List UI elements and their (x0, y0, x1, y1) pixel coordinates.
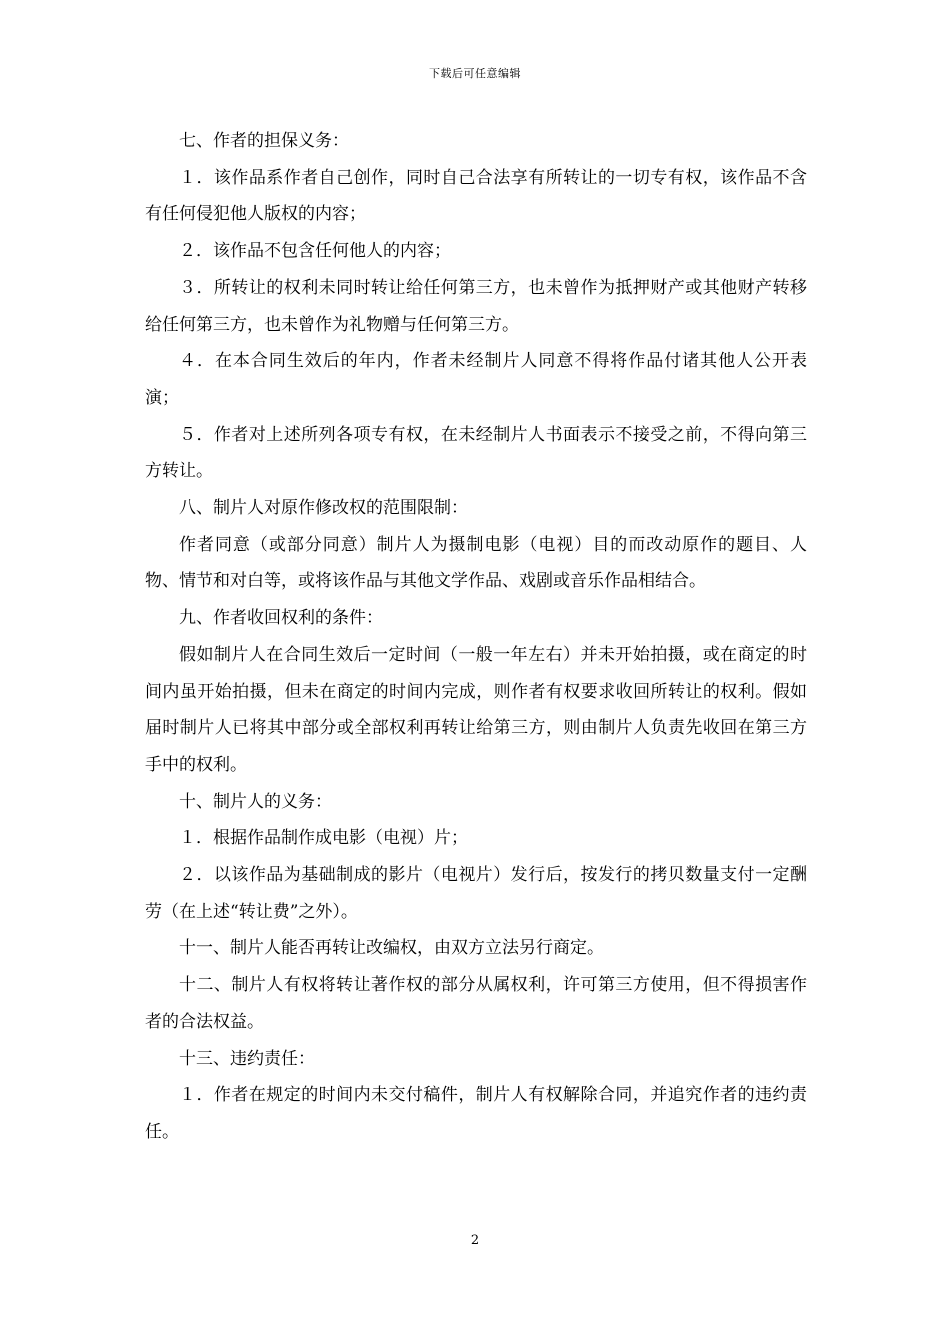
section-7-item-2: ２．该作品不包含任何他人的内容； (179, 241, 451, 262)
section-10-item-2: ２．以该作品为基础制成的影片（电视片）发行后，按发行的拷贝数量支付一定酬劳（在上述“转让费”之外）。 (145, 865, 807, 922)
section-8-body: 作者同意（或部分同意）制片人为摄制电影（电视）目的而改动原作的题目、人物、情节和对白等，或将该作品与其他文学作品、戏剧或音乐作品相结合。 (145, 534, 807, 592)
section-7-item-1: １．该作品系作者自己创作，同时自己合法享有所转让的一切专有权，该作品不含有任何侵犯他人版权的内容； (145, 167, 807, 225)
section-8-heading: 八、制片人对原作修改权的范围限制： (179, 498, 468, 519)
section-10-heading: 十、制片人的义务： (179, 791, 332, 812)
section-7-item-5: ５．作者对上述所列各项专有权，在未经制片人书面表示不接受之前，不得向第三方转让。 (145, 424, 807, 482)
document-body (145, 123, 807, 1151)
section-13-item-1: １．作者在规定的时间内未交付稿件，制片人有权解除合同，并追究作者的违约责任。 (145, 1085, 807, 1142)
section-10-item-1: １．根据作品制作成电影（电视）片； (179, 828, 468, 849)
section-7-heading: 七、作者的担保义务： (179, 131, 349, 151)
section-7-item-4: ４．在本合同生效后的年内，作者未经制片人同意不得将作品付诸其他人公开表演； (145, 351, 807, 408)
page-number: 2 (470, 1233, 480, 1248)
page-header: 下载后可任意编辑 (429, 67, 521, 80)
section-13-heading: 十三、违约责任： (179, 1048, 315, 1069)
section-7-item-3: ３．所转让的权利未同时转让给任何第三方，也未曾作为抵押财产或其他财产转移给任何第三方，也未曾作为礼物赠与任何第三方。 (145, 277, 807, 335)
section-11: 十一、制片人能否再转让改编权，由双方立法另行商定。 (179, 938, 604, 959)
section-9-body: 假如制片人在合同生效后一定时间（一般一年左右）并未开始拍摄，或在商定的时间内虽开始拍摄，但未在商定的时间内完成，则作者有权要求收回所转让的权利。假如届时制片人已将其中部分或全部权利再转让给第三方，则由制片人负责先收回在第三方手中的权利。 (145, 644, 807, 775)
section-12: 十二、制片人有权将转让著作权的部分从属权利，许可第三方使用，但不得损害作者的合法权益。 (145, 975, 807, 1032)
section-9-heading: 九、作者收回权利的条件： (179, 608, 383, 629)
